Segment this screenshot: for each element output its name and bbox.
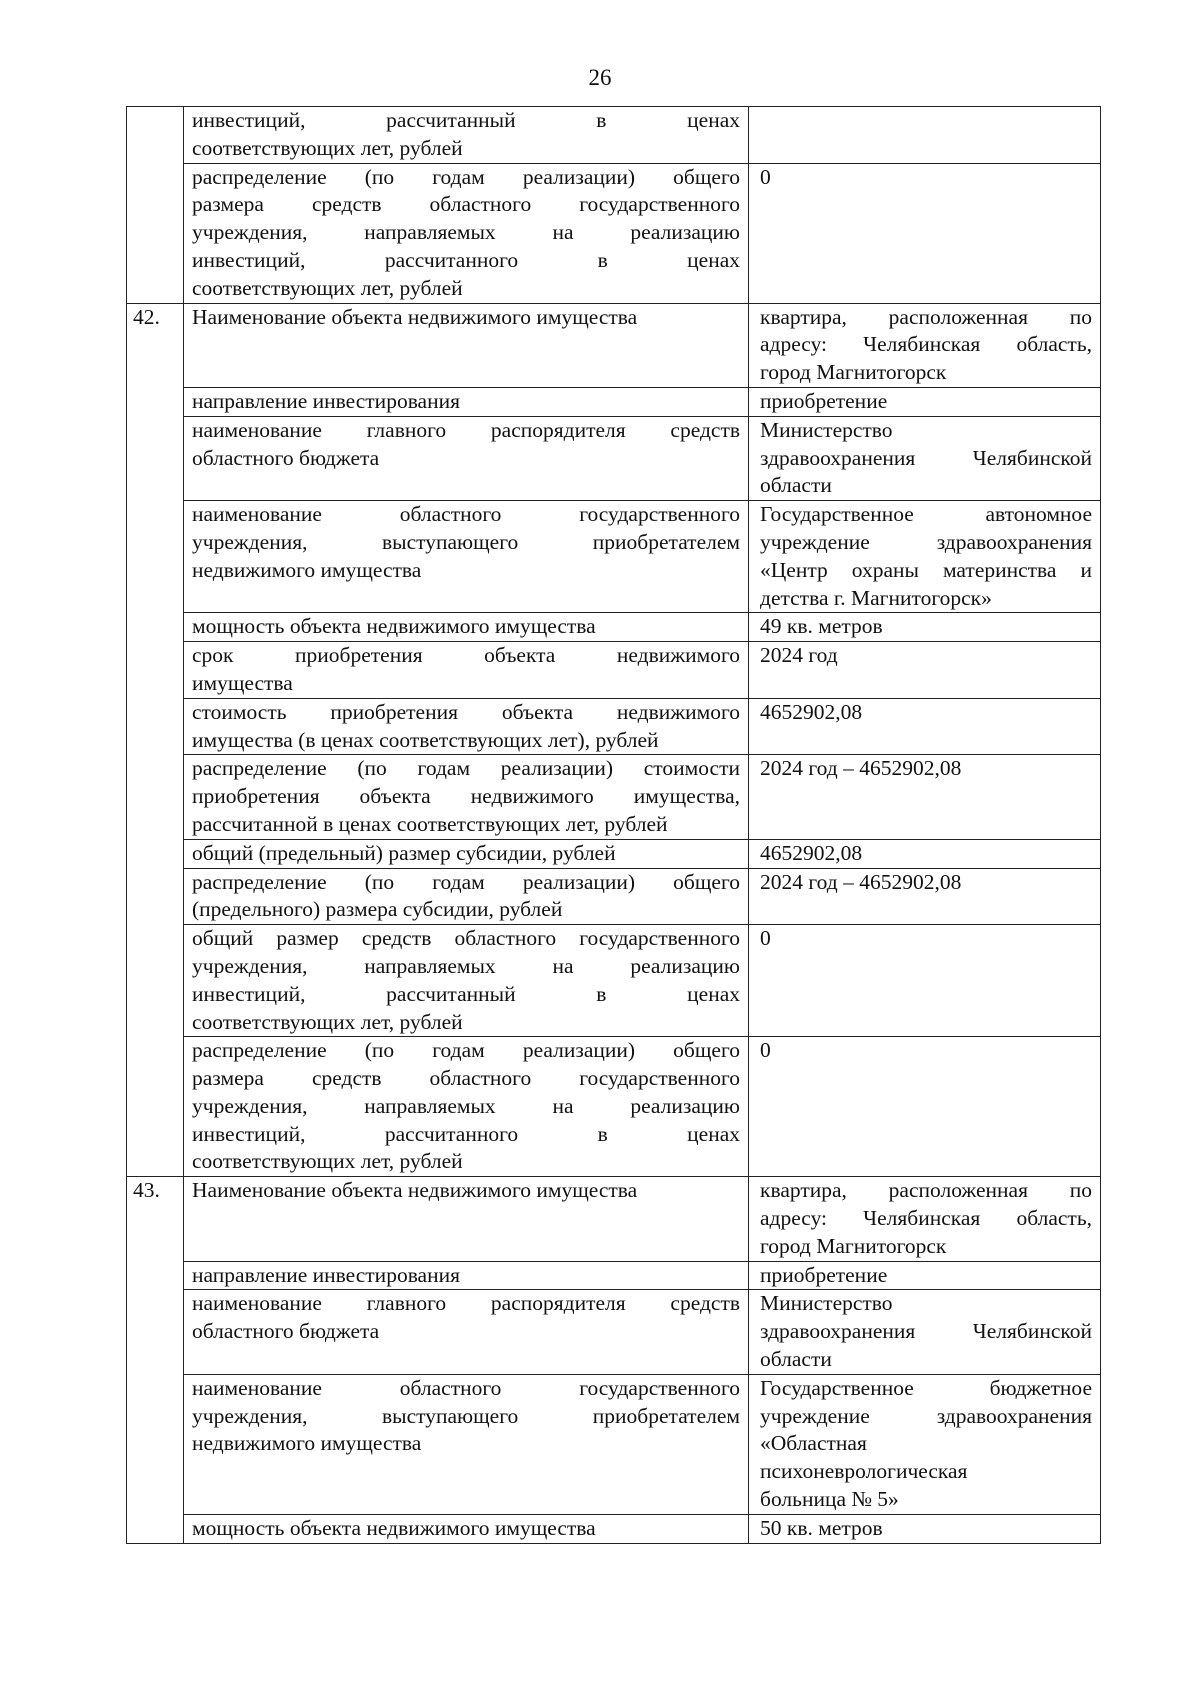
cell-text-line: учреждения, направляемых на реализацию [192,220,740,245]
cell-text-line: общий (предельный) размер субсидии, рублей [192,840,616,865]
item-number: 42. [127,303,184,1177]
row-label [184,303,749,387]
table-row [127,698,1101,755]
cell-text-line: (предельного) размера субсидии, рублей [192,897,563,922]
cell-text-line: учреждение здравоохранения [760,529,1092,554]
cell-text-line: инвестиций, рассчитанного в ценах [192,1121,740,1146]
cell-text-line: город Магнитогорск [760,360,947,385]
row-value [749,1514,1101,1543]
row-label [184,839,749,868]
cell-text-line: учреждения, выступающего приобретателем [192,1403,740,1428]
cell-text-line: 0 [760,164,771,189]
cell-text-line: Наименование объекта недвижимого имущества [192,304,638,329]
row-value [749,642,1101,699]
row-value [749,416,1101,500]
cell-text-line: направление инвестирования [192,388,461,413]
table-row [127,1374,1101,1514]
row-value [749,1290,1101,1374]
table-row [127,868,1101,925]
table-row [127,1037,1101,1177]
cell-text-line: учреждения, выступающего приобретателем [192,529,740,554]
cell-text-line: областного бюджета [192,1319,380,1344]
cell-text-line: соответствующих лет, рублей [192,275,463,300]
table-row [127,1261,1101,1290]
table-row [127,416,1101,500]
row-value [749,303,1101,387]
cell-text-line: здравоохранения Челябинской [760,445,1092,470]
cell-text-line: стоимость приобретения объекта недвижимого [192,699,740,724]
cell-text-line: здравоохранения Челябинской [760,1319,1092,1344]
cell-text-line: Государственное бюджетное [760,1375,1092,1400]
cell-text-line: квартира, расположенная по [760,1178,1092,1203]
table-row [127,642,1101,699]
row-label [184,1177,749,1261]
cell-text-line: приобретение [760,388,888,413]
cell-text-line: 2024 год [760,643,838,668]
row-label [184,1374,749,1514]
table-row [127,387,1101,416]
row-label [184,416,749,500]
table-row [127,755,1101,839]
row-value [749,868,1101,925]
cell-text-line: области [760,1347,832,1372]
row-label [184,387,749,416]
cell-text-line: распределение (по годам реализации) общего [192,164,740,189]
cell-text-line: наименование главного распорядителя средств [192,417,740,442]
table-row [127,501,1101,613]
row-label [184,613,749,642]
cell-text-line: учреждения, направляемых на реализацию [192,1093,740,1118]
cell-text-line: инвестиций, рассчитанный в ценах [192,981,740,1006]
cell-text-line: соответствующих лет, рублей [192,1149,463,1174]
row-value [749,501,1101,613]
row-value [749,107,1101,164]
row-value [749,1177,1101,1261]
cell-text-line: 0 [760,926,771,951]
cell-text-line: недвижимого имущества [192,557,422,582]
item-number [127,107,184,304]
cell-text-line: имущества [192,670,293,695]
cell-text-line: общий размер средств областного государственного [192,926,740,951]
cell-text-line: Наименование объекта недвижимого имущества [192,1178,638,1203]
row-value [749,1037,1101,1177]
cell-text-line: 4652902,08 [760,699,863,724]
table-row [127,107,1101,164]
row-value [749,387,1101,416]
cell-text-line: распределение (по годам реализации) стоимости [192,756,740,781]
row-label [184,642,749,699]
cell-text-line: срок приобретения объекта недвижимого [192,643,740,668]
row-label [184,1514,749,1543]
row-label [184,1037,749,1177]
cell-text-line: распределение (по годам реализации) общего [192,869,740,894]
cell-text-line: Министерство [760,1291,893,1316]
cell-text-line: 49 кв. метров [760,614,883,639]
cell-text-line: недвижимого имущества [192,1431,422,1456]
cell-text-line: инвестиций, рассчитанного в ценах [192,247,740,272]
cell-text-line: 50 кв. метров [760,1515,883,1540]
cell-text-line: размера средств областного государственного [192,192,740,217]
cell-text-line: размера средств областного государственного [192,1066,740,1091]
cell-text-line: наименование областного государственного [192,502,740,527]
row-label [184,107,749,164]
row-value [749,613,1101,642]
row-value [749,1374,1101,1514]
table-row [127,925,1101,1037]
cell-text-line: 4652902,08 [760,840,863,865]
table-row [127,1177,1101,1261]
cell-text-line: направление инвестирования [192,1262,461,1287]
cell-text-line: психоневрологическая [760,1459,968,1484]
row-label [184,698,749,755]
cell-text-line: области [760,473,832,498]
property-table [126,106,1101,1544]
cell-text-line: учреждение здравоохранения [760,1403,1092,1428]
cell-text-line: областного бюджета [192,445,380,470]
row-label [184,755,749,839]
cell-text-line: «Центр охраны материнства и [760,557,1092,582]
cell-text-line: приобретения объекта недвижимого имущества, [192,784,740,809]
table-row [127,839,1101,868]
row-label [184,1261,749,1290]
cell-text-line: учреждения, направляемых на реализацию [192,953,740,978]
cell-text-line: адресу: Челябинская область, [760,1206,1092,1231]
table-row [127,1514,1101,1543]
row-label [184,925,749,1037]
page-number: 26 [588,65,612,90]
cell-text-line: соответствующих лет, рублей [192,135,463,160]
cell-text-line: 2024 год – 4652902,08 [760,756,962,781]
row-value [749,698,1101,755]
table-row [127,1290,1101,1374]
row-label [184,501,749,613]
cell-text-line: 2024 год – 4652902,08 [760,869,962,894]
cell-text-line: Министерство [760,417,893,442]
cell-text-line: адресу: Челябинская область, [760,332,1092,357]
cell-text-line: соответствующих лет, рублей [192,1009,463,1034]
row-label [184,1290,749,1374]
row-label [184,868,749,925]
item-number: 43. [127,1177,184,1543]
row-value [749,925,1101,1037]
row-value [749,755,1101,839]
cell-text-line: приобретение [760,1262,888,1287]
cell-text-line: 0 [760,1038,771,1063]
cell-text-line: больница № 5» [760,1487,899,1512]
cell-text-line: мощность объекта недвижимого имущества [192,614,596,639]
row-value [749,1261,1101,1290]
row-label [184,163,749,303]
cell-text-line: город Магнитогорск [760,1233,947,1258]
row-value [749,163,1101,303]
cell-text-line: наименование главного распорядителя средств [192,1291,740,1316]
cell-text-line: мощность объекта недвижимого имущества [192,1515,596,1540]
cell-text-line: Государственное автономное [760,502,1092,527]
row-value [749,839,1101,868]
cell-text-line: рассчитанной в ценах соответствующих лет, рублей [192,811,668,836]
table-body [127,107,1101,1544]
cell-text-line: «Областная [760,1431,867,1456]
cell-text-line: наименование областного государственного [192,1375,740,1400]
table-row [127,613,1101,642]
cell-text-line: имущества (в ценах соответствующих лет), рублей [192,727,659,752]
table-row [127,163,1101,303]
cell-text-line: детства г. Магнитогорск» [760,585,992,610]
table-row [127,303,1101,387]
cell-text-line: квартира, расположенная по [760,304,1092,329]
cell-text-line: инвестиций, рассчитанный в ценах [192,108,740,132]
cell-text-line: распределение (по годам реализации) общего [192,1038,740,1063]
